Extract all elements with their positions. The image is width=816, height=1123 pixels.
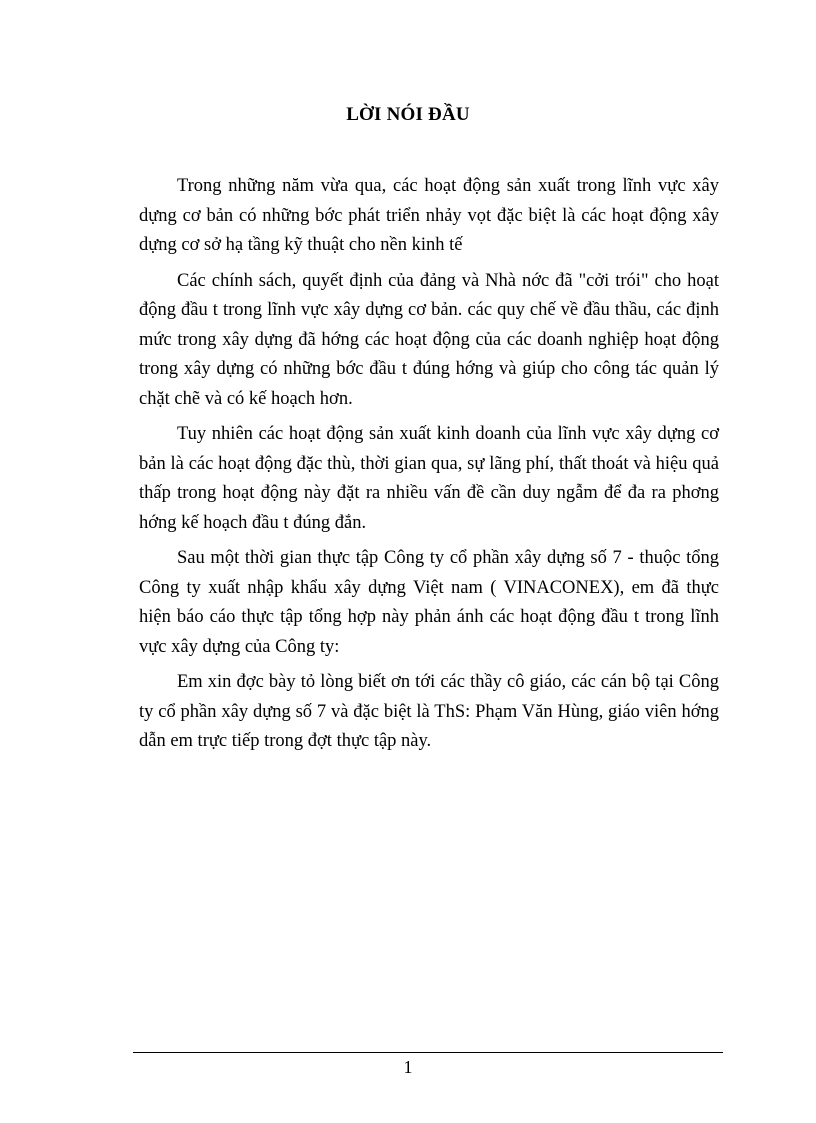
page-number: 1 [403,1057,413,1077]
page-title: LỜI NÓI ĐẦU [346,104,470,125]
footer-divider [133,1052,723,1053]
paragraph-1: Trong những năm vừa qua, các hoạt động sản xuất trong lĩnh vực xây dựng cơ bản có những bớc phát triển nhảy vọt đặc biệt là các hoạt động xây dựng cơ sở hạ tầng kỹ thuật cho nền kinh tế [139,176,719,255]
document-body [139,172,719,763]
paragraph-3: Tuy nhiên các hoạt động sản xuất kinh doanh của lĩnh vực xây dựng cơ bản là các hoạt động đặc thù, thời gian qua, sự lãng phí, thất thoát và hiệu quả thấp trong hoạt động này đặt ra nhiều vấn đề cần duy ngẫm để đa ra phơng hớng kế hoạch đầu t đúng đắn. [139,424,719,533]
paragraph-2: Các chính sách, quyết định của đảng và Nhà nớc đã "cởi trói" cho hoạt động đầu t trong lĩnh vực xây dựng cơ bản. các quy chế về đầu thầu, các định mức trong xây dựng đã hớng các hoạt động của các doanh nghiệp hoạt động trong xây dựng có những bớc đầu t đúng hớng và giúp cho công tác quản lý chặt chẽ và có kế hoạch hơn. [139,270,719,409]
paragraph-5: Em xin đợc bày tỏ lòng biết ơn tới các thầy cô giáo, các cán bộ tại Công ty cổ phần xây dựng số 7 và đặc biệt là ThS: Phạm Văn Hùng, giáo viên hớng dẫn em trực tiếp trong đợt thực tập này. [139,672,719,751]
paragraph-4: Sau một thời gian thực tập Công ty cổ phần xây dựng số 7 - thuộc tổng Công ty xuất nhập khẩu xây dựng Việt nam ( VINACONEX), em đã thực hiện báo cáo thực tập tổng hợp này phản ánh các hoạt động đầu t trong lĩnh vực xây dựng của Công ty: [139,548,719,657]
